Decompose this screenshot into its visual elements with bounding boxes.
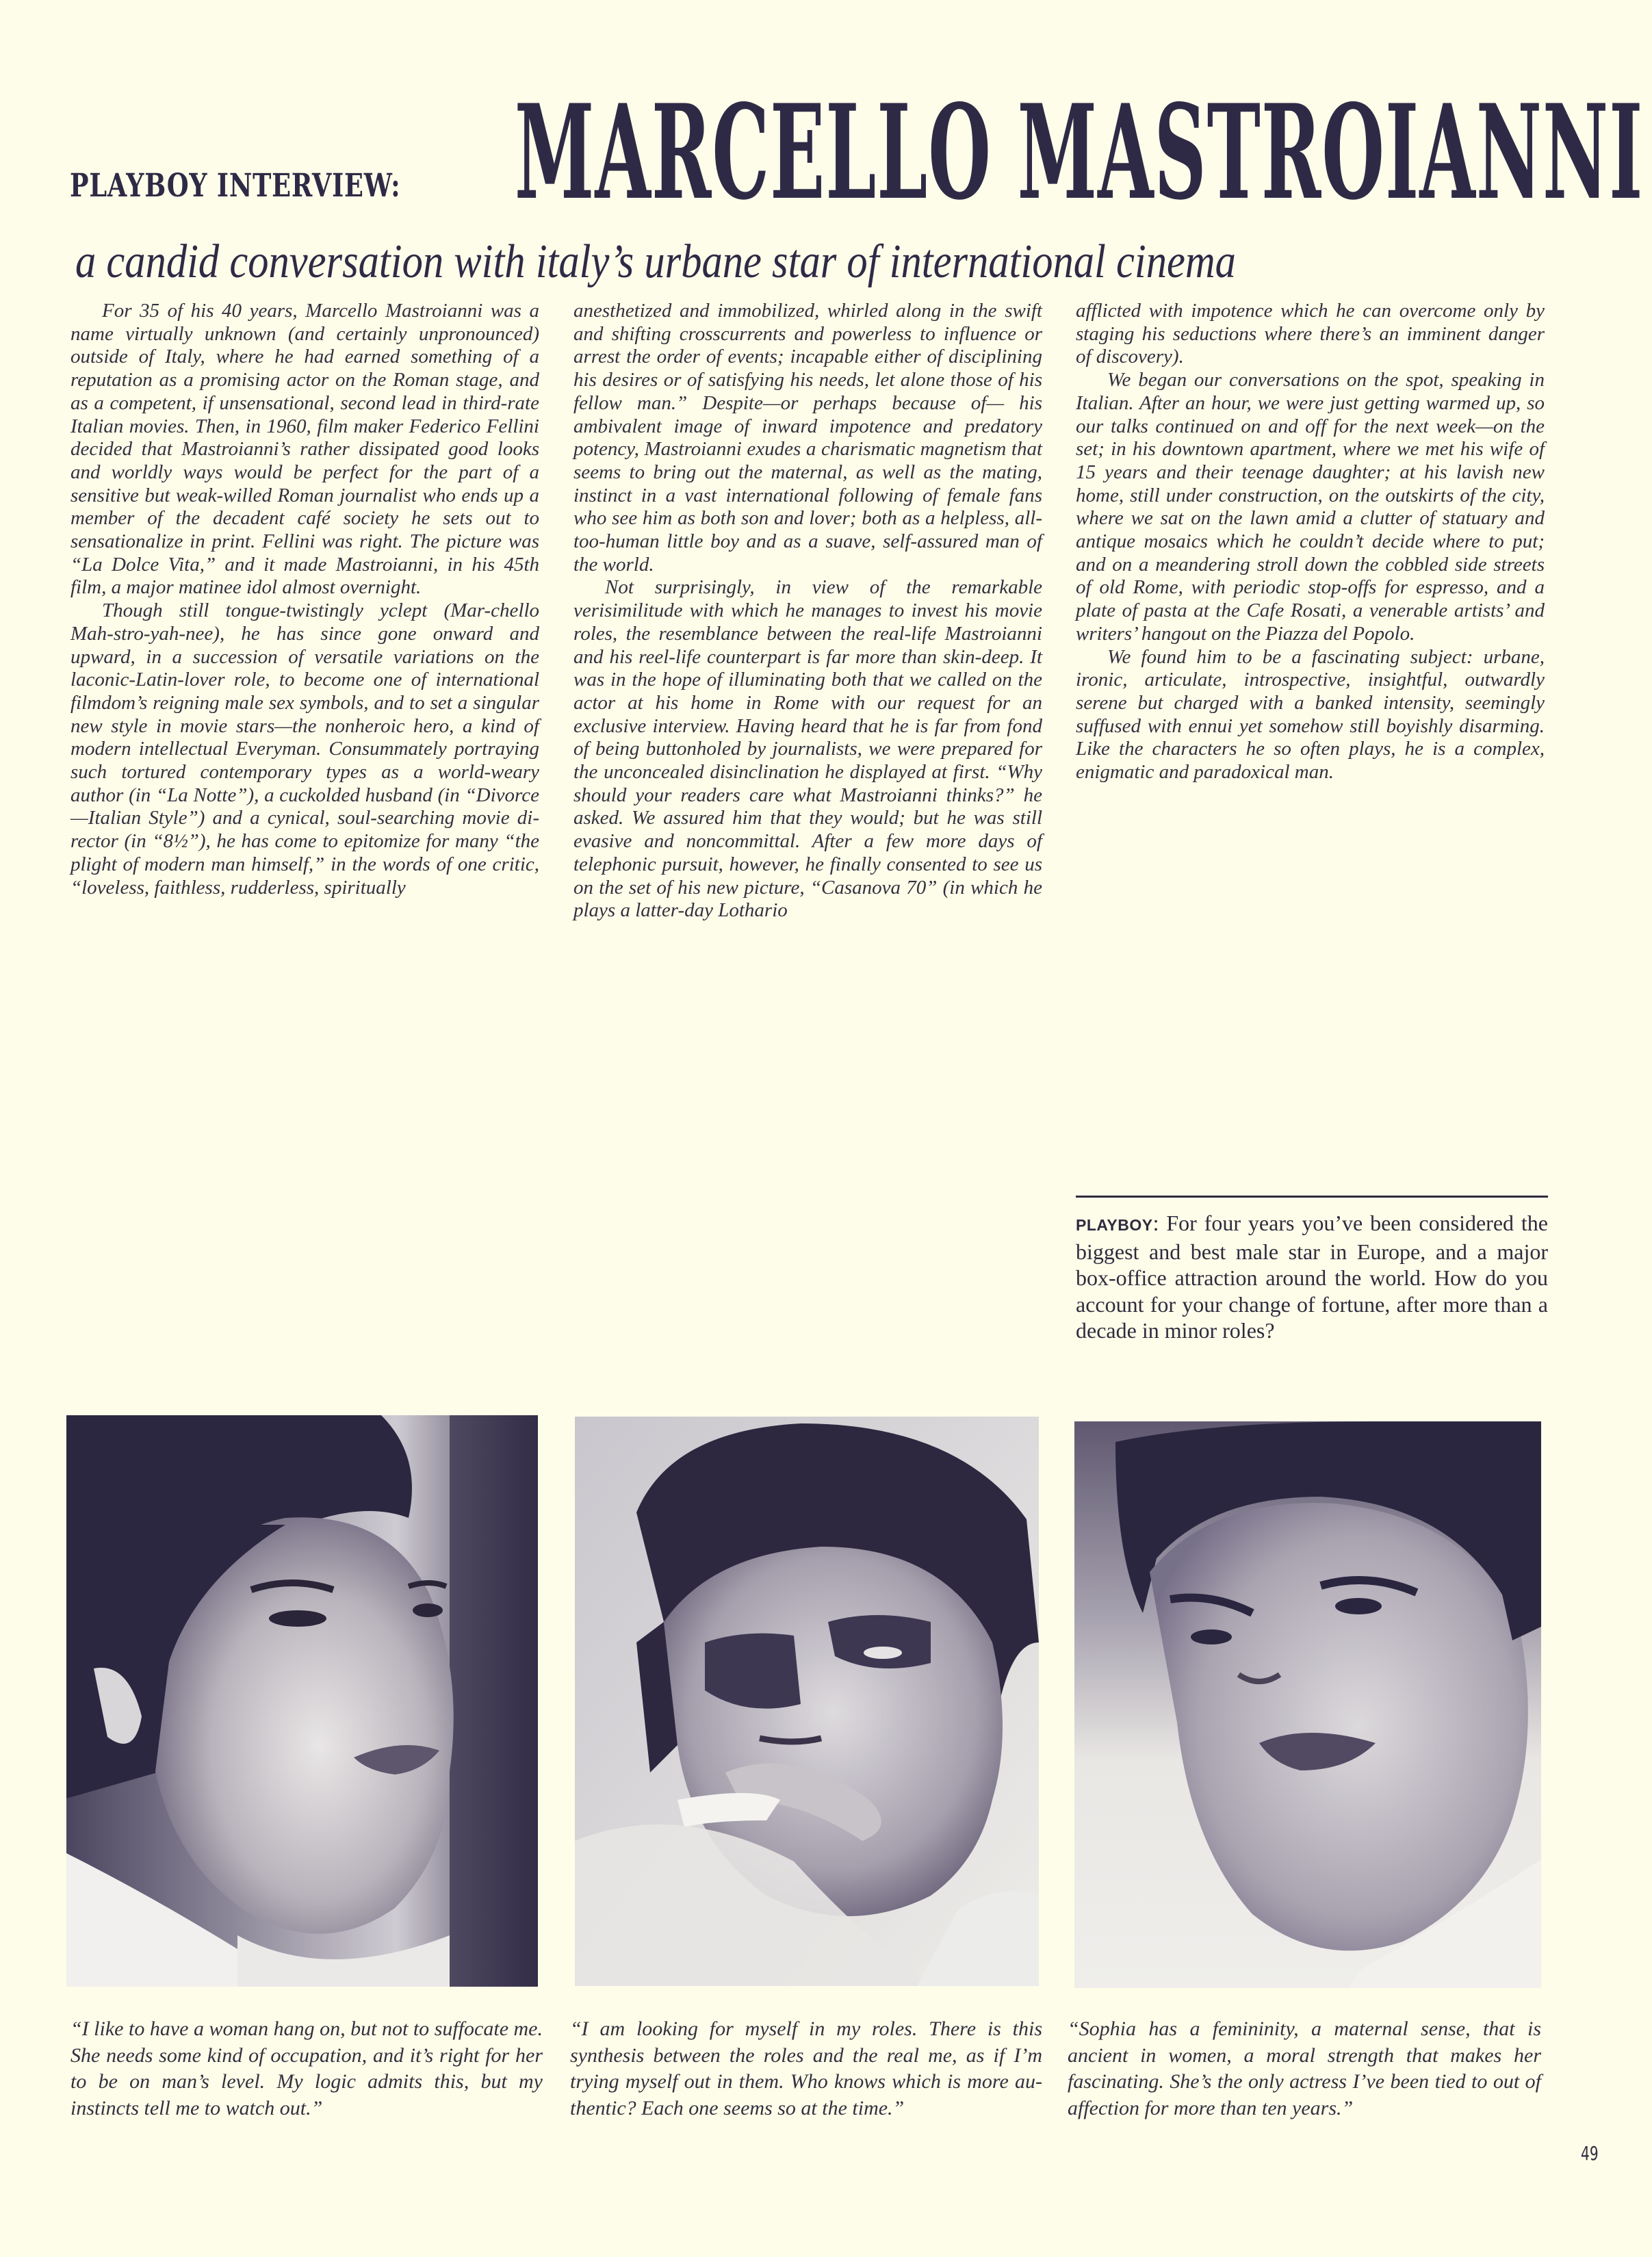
speaker-separator: : bbox=[1152, 1211, 1167, 1235]
headline: MARCELLO MASTROIANNI bbox=[515, 76, 1644, 229]
paragraph: For 35 of his 40 years, Marcello Mastroianni was a name virtually unknown (and certainly unpronounced) outside of Italy, where he had earned something of a reputation as a promising actor on the Roman stage, and as a competent, if unsensational, second lead in third-rate Italian movies. Then, in 1960, film maker Federico Fellini decided that Mastroianni’s rather dissipated good looks and worldly ways would be perfect for the part of a sensitive but weak-willed Roman journalist who ends up a member of the decadent café society he sets out to sensationalize in print. Fellini was right. The picture was “La Dolce Vita,” and it made Mastroianni, in his 45th film, a major matinee idol almost overnight. bbox=[70, 300, 539, 599]
paragraph: Not surprisingly, in view of the remarkable verisimilitude with which he manages to invest his movie roles, the resemblance between the real-life Mastroianni and his reel-life counterpart is far more than skin-deep. It was in the hope of illuminating both that we called on the actor at his home in Rome with our request for an exclusive interview. Having heard that he is far from fond of being buttonholed by journalists, we were prepared for the unconcealed disinclination he displayed at first. “Why should your readers care what Mastroianni thinks?” he asked. We assured him that they would; but he was still evasive and noncommittal. After a few more days of telephonic pursuit, however, he finally consented to see us on the set of his new picture, “Casanova 70” (in which he plays a latter-day Lothario bbox=[573, 576, 1042, 922]
subheadline-dek: a candid conversation with italy’s urbane star of international cinema bbox=[75, 235, 1236, 288]
paragraph: Though still tongue-twistingly yclept (Mar-chello Mah-stro-yah-nee), he has since gone onward and upward, in a succession of versatile variations on the laconic-Latin-lover role, to become one of international filmdom’s reigning male sex symbols, and to set a singular new style in movie stars—the nonheroic hero, a kind of modern intellectual Everyman. Consummately portraying such tortured contemporary types as a world-weary author (in “La Notte”), a cuckolded husband (in “Divorce—Italian Style”) and a cynical, soul-searching movie director (in “8½”), he has come to epitomize for many “the plight of modern man himself,” in the words of one critic, “loveless, faithless, rudderless, spiritually bbox=[70, 599, 539, 899]
page-number: 49 bbox=[1581, 2142, 1599, 2165]
portrait-photo-3 bbox=[1074, 1421, 1541, 1988]
paragraph: We found him to be a fascinating subject: urbane, ironic, articulate, introspective, insightful, outwardly serene but charged with a banked intensity, seemingly suffused with ennui yet somehow still boyishly disarming. Like the characters he so often plays, he is a complex, enigmatic and paradoxical man. bbox=[1076, 645, 1545, 784]
paragraph: anesthetized and immobilized, whirled along in the swift and shifting crosscurrents and powerless to influence or arrest the order of events; incapable either of disciplining his desires or of satisfying his needs, let alone those of his fellow man.” Despite—or perhaps because of— his ambivalent image of inward impotence and predatory potency, Mastroianni exudes a charismatic magnetism that seems to bring out the maternal, as well as the mating, instinct in a vast international following of female fans who see him as both son and lover; both as a helpless, all-too-human little boy and as a suave, self-assured man of the world. bbox=[573, 300, 1042, 576]
interview-question bbox=[1076, 1210, 1548, 1344]
portrait-image bbox=[1074, 1421, 1541, 1988]
photo-caption-3: “Sophia has a femininity, a maternal sense, that is ancient in women, a moral strength that makes her fascinating. She’s the only actress I’ve been tied to out of affection for more than ten years.” bbox=[1068, 2017, 1541, 2119]
portrait-photo-2 bbox=[575, 1417, 1039, 1986]
photo-caption-2: “I am looking for myself in my roles. There is this synthesis between the roles and the real me, as if I’m trying myself out in them. Who knows which is more authentic? Each one seems so at the time.” bbox=[570, 2017, 1042, 2119]
speaker-label: PLAYBOY bbox=[1076, 1216, 1153, 1234]
kicker-label: PLAYBOY INTERVIEW: bbox=[70, 167, 401, 205]
section-divider-rule bbox=[1076, 1196, 1548, 1198]
portrait-image bbox=[575, 1417, 1039, 1986]
intro-column-1 bbox=[70, 300, 539, 899]
portrait-image bbox=[66, 1415, 538, 1987]
intro-column-2 bbox=[573, 300, 1042, 923]
question-text: For four years you’ve been considered the biggest and best male star in Europe, and a major box-office attraction around the world. How do you account for your change of fortune, after more than a decade in minor roles? bbox=[1076, 1211, 1549, 1343]
portrait-photo-1 bbox=[66, 1415, 538, 1987]
paragraph: We began our conversations on the spot, speaking in Italian. After an hour, we were just getting warmed up, so our talks continued on and off for the next week—on the set; in his downtown apartment, where we met his wife of 15 years and their teenage daughter; at his lavish new home, still under construction, on the outskirts of the city, where we sat on the lawn amid a clutter of statuary and antique mosaics which he couldn’t decide where to put; and on a meandering stroll down the cobbled side streets of old Rome, with periodic stop-offs for espresso, and a plate of pasta at the Cafe Rosati, a venerable artists’ and writers’ hangout on the Piazza del Popolo. bbox=[1076, 369, 1545, 645]
photo-caption-1: “I like to have a woman hang on, but not to suffocate me. She needs some kind of occupation, and it’s right for her to be on man’s level. My logic admits this, but my instincts tell me to watch out.” bbox=[70, 2017, 543, 2119]
intro-column-3 bbox=[1076, 300, 1545, 784]
paragraph: afflicted with impotence which he can overcome only by staging his seductions where there’s an imminent danger of discovery). bbox=[1076, 300, 1545, 368]
